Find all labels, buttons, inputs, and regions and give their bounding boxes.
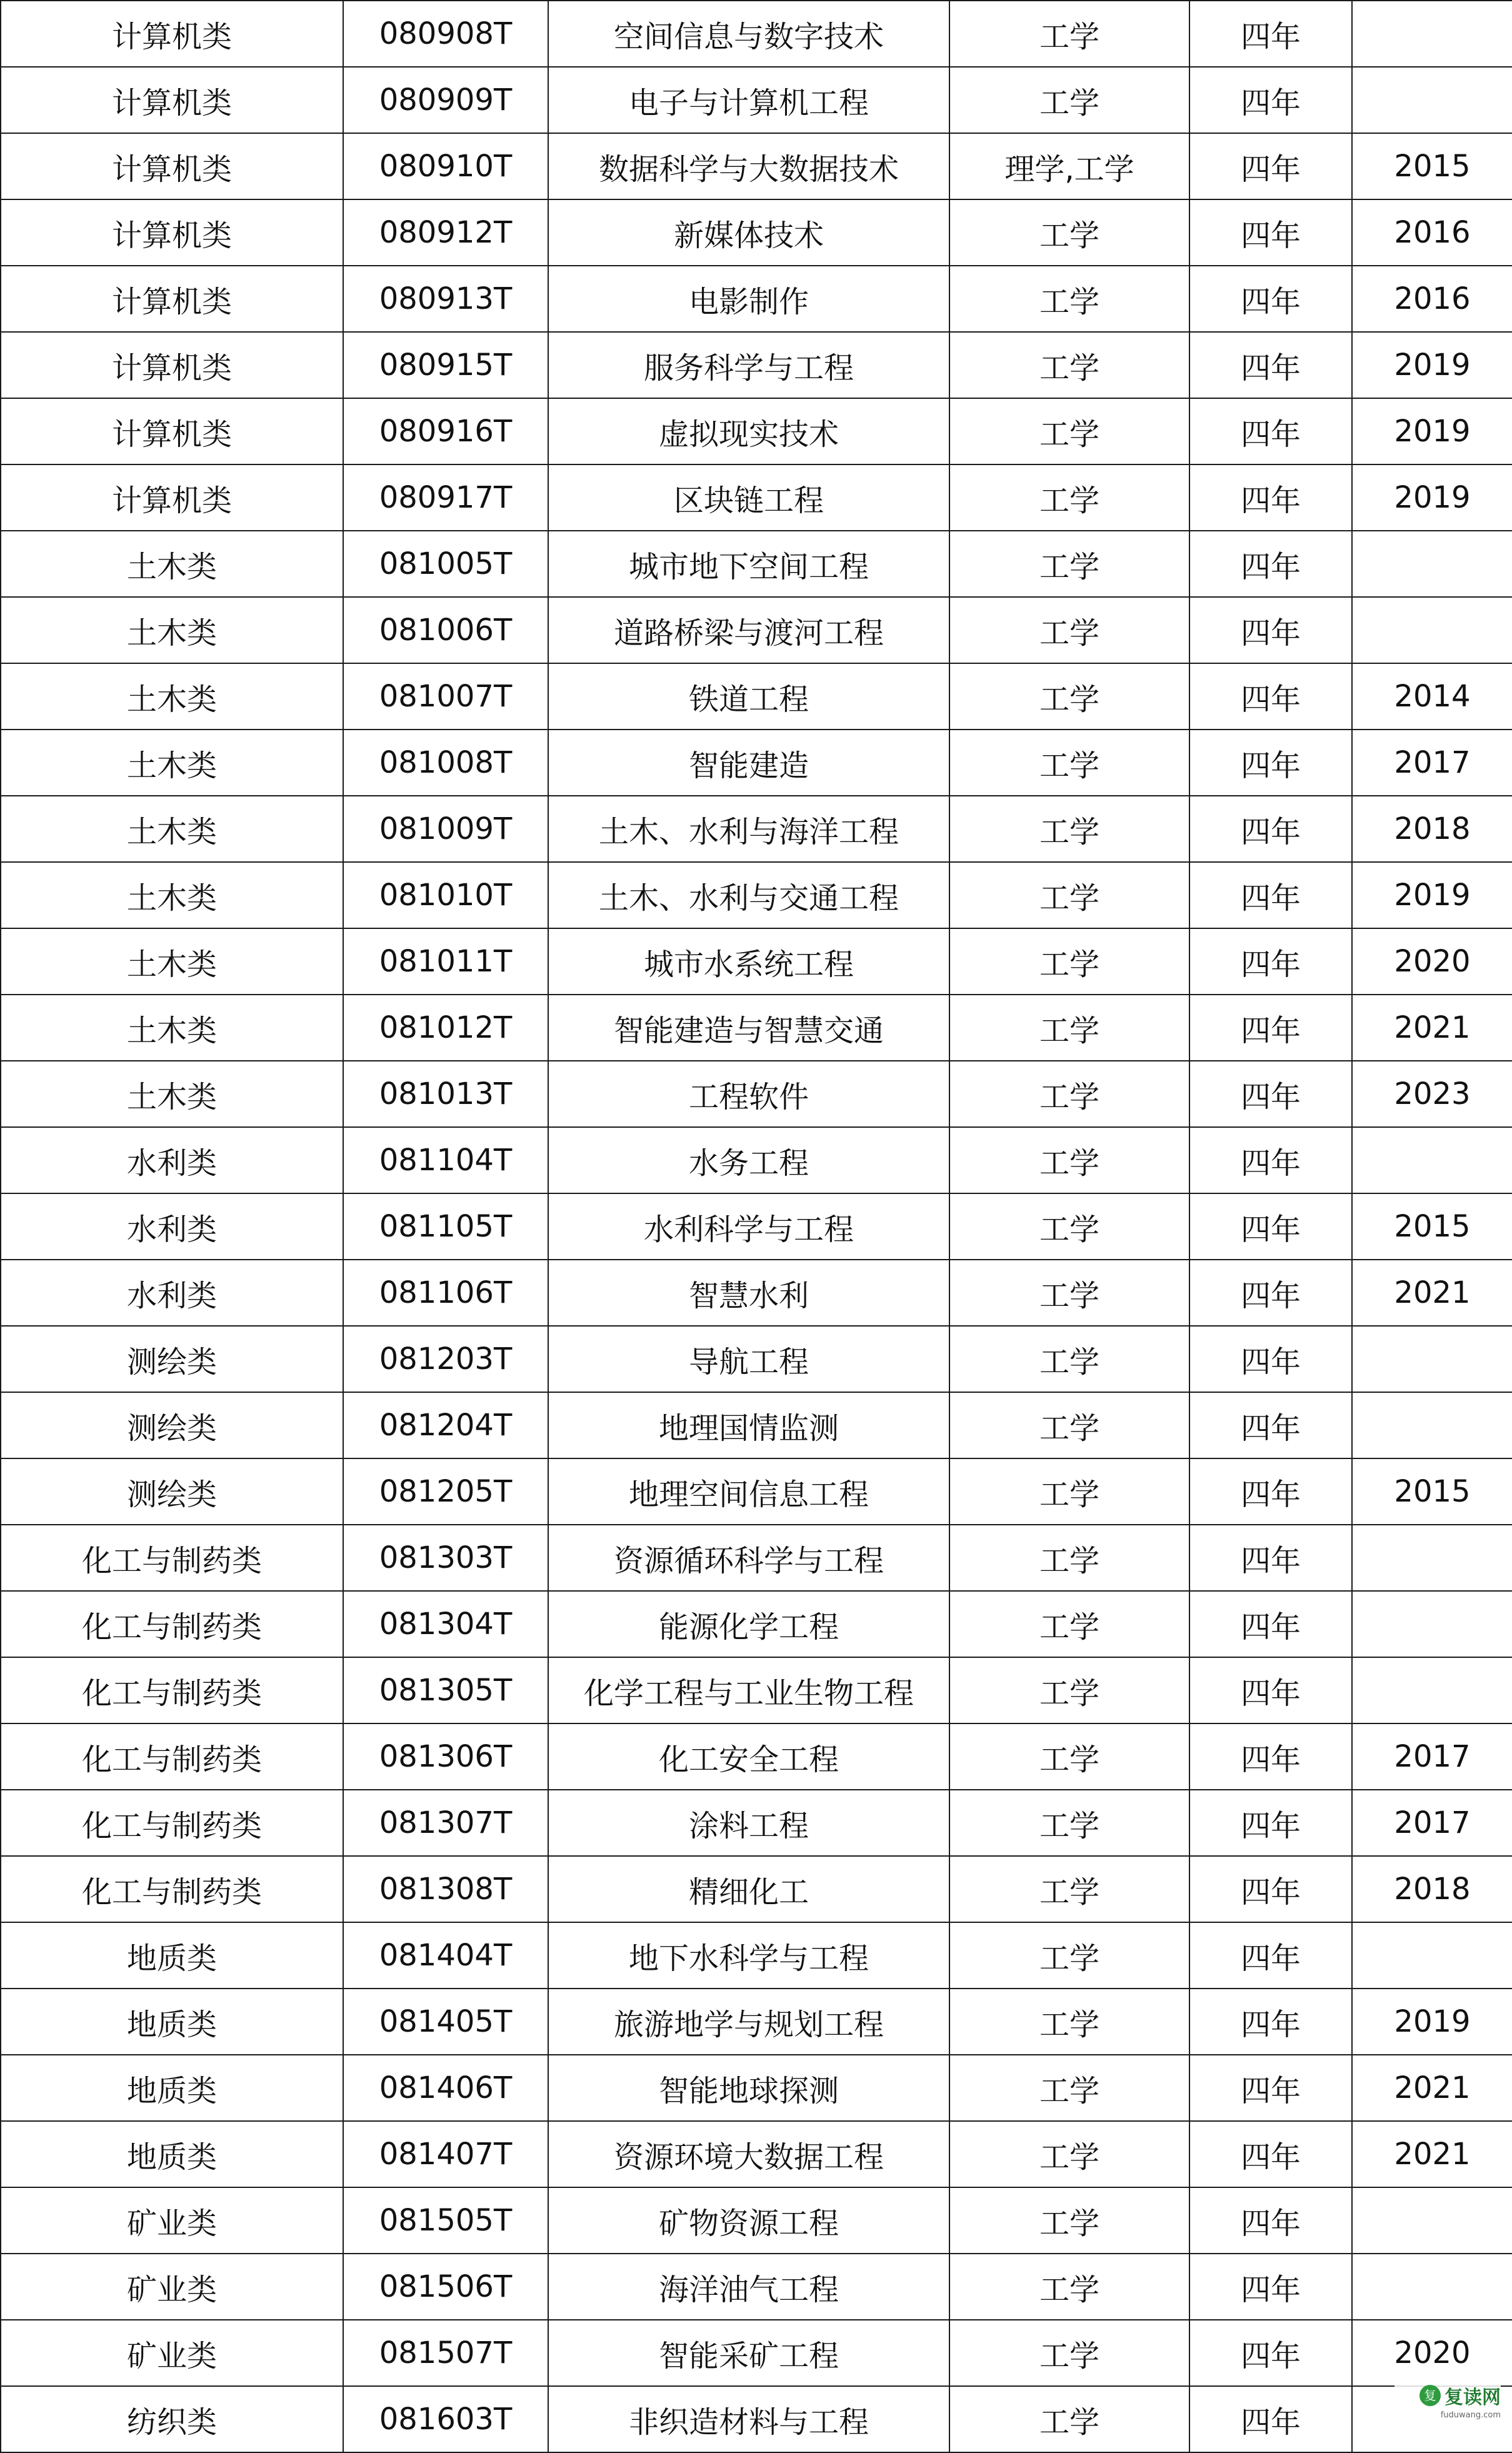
duration-cell: 四年 xyxy=(1189,1657,1352,1723)
table-row xyxy=(1,2386,1512,2452)
degree-cell: 工学 xyxy=(949,2187,1189,2254)
major-name-cell: 空间信息与数字技术 xyxy=(548,1,949,67)
code-cell: 081104T xyxy=(343,1127,548,1193)
category-cell: 水利类 xyxy=(1,1260,343,1326)
major-name-cell: 海洋油气工程 xyxy=(548,2254,949,2320)
category-cell: 化工与制药类 xyxy=(1,1525,343,1591)
code-cell: 080913T xyxy=(343,266,548,332)
category-cell: 计算机类 xyxy=(1,266,343,332)
major-name-cell: 智能采矿工程 xyxy=(548,2320,949,2386)
category-cell: 测绘类 xyxy=(1,1326,343,1392)
degree-cell: 工学 xyxy=(949,67,1189,133)
code-cell: 081603T xyxy=(343,2386,548,2452)
duration-cell: 四年 xyxy=(1189,1723,1352,1790)
duration-cell: 四年 xyxy=(1189,2254,1352,2320)
category-cell: 地质类 xyxy=(1,1989,343,2055)
duration-cell: 四年 xyxy=(1189,862,1352,928)
duration-cell: 四年 xyxy=(1189,1458,1352,1525)
category-cell: 土木类 xyxy=(1,796,343,862)
category-cell: 计算机类 xyxy=(1,332,343,398)
duration-cell: 四年 xyxy=(1189,1790,1352,1856)
degree-cell: 工学 xyxy=(949,1989,1189,2055)
degree-cell: 工学 xyxy=(949,199,1189,266)
code-cell: 080917T xyxy=(343,464,548,531)
major-name-cell: 化工安全工程 xyxy=(548,1723,949,1790)
table-row xyxy=(1,1723,1512,1790)
degree-cell: 工学 xyxy=(949,1657,1189,1723)
duration-cell: 四年 xyxy=(1189,1,1352,67)
major-name-cell: 水利科学与工程 xyxy=(548,1193,949,1260)
table-row xyxy=(1,332,1512,398)
category-cell: 土木类 xyxy=(1,995,343,1061)
duration-cell: 四年 xyxy=(1189,1525,1352,1591)
category-cell: 计算机类 xyxy=(1,1,343,67)
degree-cell: 工学 xyxy=(949,531,1189,597)
year-cell xyxy=(1352,67,1512,133)
category-cell: 土木类 xyxy=(1,597,343,663)
category-cell: 土木类 xyxy=(1,1061,343,1127)
table-row xyxy=(1,2055,1512,2121)
year-cell xyxy=(1352,1591,1512,1657)
major-name-cell: 铁道工程 xyxy=(548,663,949,730)
major-name-cell: 智能建造与智慧交通 xyxy=(548,995,949,1061)
table-row xyxy=(1,1525,1512,1591)
duration-cell: 四年 xyxy=(1189,199,1352,266)
code-cell: 081505T xyxy=(343,2187,548,2254)
code-cell: 081306T xyxy=(343,1723,548,1790)
major-name-cell: 道路桥梁与渡河工程 xyxy=(548,597,949,663)
major-name-cell: 工程软件 xyxy=(548,1061,949,1127)
site-watermark xyxy=(1394,2378,1501,2423)
code-cell: 081013T xyxy=(343,1061,548,1127)
degree-cell: 工学 xyxy=(949,928,1189,995)
year-cell: 2019 xyxy=(1352,1989,1512,2055)
table-row xyxy=(1,2254,1512,2320)
category-cell: 计算机类 xyxy=(1,464,343,531)
code-cell: 081012T xyxy=(343,995,548,1061)
major-name-cell: 智能建造 xyxy=(548,730,949,796)
degree-cell: 工学 xyxy=(949,2254,1189,2320)
category-cell: 化工与制药类 xyxy=(1,1790,343,1856)
duration-cell: 四年 xyxy=(1189,663,1352,730)
watermark-brand xyxy=(1419,2382,1501,2409)
degree-cell: 工学 xyxy=(949,1260,1189,1326)
category-cell: 地质类 xyxy=(1,2055,343,2121)
major-name-cell: 导航工程 xyxy=(548,1326,949,1392)
table-row xyxy=(1,995,1512,1061)
major-name-cell: 数据科学与大数据技术 xyxy=(548,133,949,199)
year-cell xyxy=(1352,1525,1512,1591)
year-cell: 2021 xyxy=(1352,2121,1512,2187)
year-cell: 2021 xyxy=(1352,1260,1512,1326)
year-cell: 2019 xyxy=(1352,332,1512,398)
category-cell: 化工与制药类 xyxy=(1,1856,343,1922)
table-row xyxy=(1,1260,1512,1326)
code-cell: 080910T xyxy=(343,133,548,199)
code-cell: 081010T xyxy=(343,862,548,928)
major-name-cell: 地理空间信息工程 xyxy=(548,1458,949,1525)
duration-cell: 四年 xyxy=(1189,928,1352,995)
degree-cell: 工学 xyxy=(949,663,1189,730)
degree-cell: 工学 xyxy=(949,464,1189,531)
degree-cell: 工学 xyxy=(949,995,1189,1061)
code-cell: 081404T xyxy=(343,1922,548,1989)
table-row xyxy=(1,1127,1512,1193)
watermark-url: fuduwang.com xyxy=(1440,2410,1501,2420)
year-cell xyxy=(1352,1392,1512,1458)
year-cell: 2021 xyxy=(1352,2055,1512,2121)
duration-cell: 四年 xyxy=(1189,1856,1352,1922)
code-cell: 081204T xyxy=(343,1392,548,1458)
degree-cell: 工学 xyxy=(949,1392,1189,1458)
major-name-cell: 电子与计算机工程 xyxy=(548,67,949,133)
category-cell: 水利类 xyxy=(1,1127,343,1193)
table-body xyxy=(1,1,1512,2452)
table-row xyxy=(1,2320,1512,2386)
duration-cell: 四年 xyxy=(1189,796,1352,862)
major-name-cell: 涂料工程 xyxy=(548,1790,949,1856)
code-cell: 081305T xyxy=(343,1657,548,1723)
table-row xyxy=(1,67,1512,133)
table-row xyxy=(1,862,1512,928)
degree-cell: 工学 xyxy=(949,332,1189,398)
year-cell: 2016 xyxy=(1352,266,1512,332)
major-name-cell: 非织造材料与工程 xyxy=(548,2386,949,2452)
table-row xyxy=(1,464,1512,531)
duration-cell: 四年 xyxy=(1189,2320,1352,2386)
table-row xyxy=(1,1657,1512,1723)
category-cell: 矿业类 xyxy=(1,2187,343,2254)
duration-cell: 四年 xyxy=(1189,1326,1352,1392)
major-name-cell: 地下水科学与工程 xyxy=(548,1922,949,1989)
table-row xyxy=(1,1591,1512,1657)
category-cell: 土木类 xyxy=(1,531,343,597)
year-cell xyxy=(1352,1326,1512,1392)
duration-cell: 四年 xyxy=(1189,597,1352,663)
category-cell: 水利类 xyxy=(1,1193,343,1260)
year-cell: 2018 xyxy=(1352,1856,1512,1922)
degree-cell: 工学 xyxy=(949,1061,1189,1127)
duration-cell: 四年 xyxy=(1189,1922,1352,1989)
year-cell: 2019 xyxy=(1352,464,1512,531)
table-row xyxy=(1,1922,1512,1989)
duration-cell: 四年 xyxy=(1189,2386,1352,2452)
degree-cell: 工学 xyxy=(949,1922,1189,1989)
major-name-cell: 水务工程 xyxy=(548,1127,949,1193)
duration-cell: 四年 xyxy=(1189,464,1352,531)
duration-cell: 四年 xyxy=(1189,1591,1352,1657)
table-row xyxy=(1,1,1512,67)
table-row xyxy=(1,133,1512,199)
code-cell: 080909T xyxy=(343,67,548,133)
duration-cell: 四年 xyxy=(1189,332,1352,398)
year-cell: 2015 xyxy=(1352,1193,1512,1260)
table-row xyxy=(1,2187,1512,2254)
degree-cell: 工学 xyxy=(949,2121,1189,2187)
major-name-cell: 旅游地学与规划工程 xyxy=(548,1989,949,2055)
year-cell xyxy=(1352,1,1512,67)
category-cell: 矿业类 xyxy=(1,2254,343,2320)
table-row xyxy=(1,597,1512,663)
degree-cell: 工学 xyxy=(949,1525,1189,1591)
code-cell: 080916T xyxy=(343,398,548,464)
degree-cell: 工学 xyxy=(949,266,1189,332)
year-cell xyxy=(1352,2254,1512,2320)
table-row xyxy=(1,199,1512,266)
year-cell: 2017 xyxy=(1352,1790,1512,1856)
degree-cell: 工学 xyxy=(949,1193,1189,1260)
major-name-cell: 能源化学工程 xyxy=(548,1591,949,1657)
code-cell: 080912T xyxy=(343,199,548,266)
duration-cell: 四年 xyxy=(1189,730,1352,796)
category-cell: 地质类 xyxy=(1,2121,343,2187)
major-name-cell: 城市水系统工程 xyxy=(548,928,949,995)
watermark-text: 复读网 xyxy=(1444,2386,1501,2409)
duration-cell: 四年 xyxy=(1189,1127,1352,1193)
table-row xyxy=(1,1392,1512,1458)
year-cell: 2020 xyxy=(1352,928,1512,995)
table-row xyxy=(1,730,1512,796)
category-cell: 土木类 xyxy=(1,862,343,928)
major-name-cell: 虚拟现实技术 xyxy=(548,398,949,464)
category-cell: 土木类 xyxy=(1,730,343,796)
table-row xyxy=(1,2121,1512,2187)
year-cell xyxy=(1352,1127,1512,1193)
year-cell: 2015 xyxy=(1352,1458,1512,1525)
table-row xyxy=(1,1989,1512,2055)
table-row xyxy=(1,796,1512,862)
year-cell xyxy=(1352,531,1512,597)
year-cell xyxy=(1352,2187,1512,2254)
major-name-cell: 精细化工 xyxy=(548,1856,949,1922)
year-cell: 2019 xyxy=(1352,398,1512,464)
category-cell: 计算机类 xyxy=(1,398,343,464)
code-cell: 081007T xyxy=(343,663,548,730)
code-cell: 081105T xyxy=(343,1193,548,1260)
duration-cell: 四年 xyxy=(1189,398,1352,464)
degree-cell: 工学 xyxy=(949,1723,1189,1790)
degree-cell: 工学 xyxy=(949,730,1189,796)
major-name-cell: 矿物资源工程 xyxy=(548,2187,949,2254)
year-cell: 2023 xyxy=(1352,1061,1512,1127)
code-cell: 081009T xyxy=(343,796,548,862)
duration-cell: 四年 xyxy=(1189,2055,1352,2121)
code-cell: 081307T xyxy=(343,1790,548,1856)
degree-cell: 工学 xyxy=(949,2386,1189,2452)
degree-cell: 工学 xyxy=(949,1790,1189,1856)
table-row xyxy=(1,1061,1512,1127)
year-cell: 2019 xyxy=(1352,862,1512,928)
duration-cell: 四年 xyxy=(1189,1989,1352,2055)
major-name-cell: 土木、水利与海洋工程 xyxy=(548,796,949,862)
watermark-logo-icon: 复 xyxy=(1419,2385,1441,2406)
code-cell: 081506T xyxy=(343,2254,548,2320)
category-cell: 计算机类 xyxy=(1,199,343,266)
degree-cell: 工学 xyxy=(949,796,1189,862)
duration-cell: 四年 xyxy=(1189,995,1352,1061)
year-cell: 2018 xyxy=(1352,796,1512,862)
code-cell: 081005T xyxy=(343,531,548,597)
degree-cell: 工学 xyxy=(949,1127,1189,1193)
code-cell: 081303T xyxy=(343,1525,548,1591)
table-row xyxy=(1,663,1512,730)
code-cell: 081407T xyxy=(343,2121,548,2187)
table-row xyxy=(1,1326,1512,1392)
category-cell: 土木类 xyxy=(1,928,343,995)
degree-cell: 理学,工学 xyxy=(949,133,1189,199)
code-cell: 081205T xyxy=(343,1458,548,1525)
duration-cell: 四年 xyxy=(1189,1260,1352,1326)
major-name-cell: 资源循环科学与工程 xyxy=(548,1525,949,1591)
code-cell: 080908T xyxy=(343,1,548,67)
duration-cell: 四年 xyxy=(1189,133,1352,199)
major-name-cell: 新媒体技术 xyxy=(548,199,949,266)
degree-cell: 工学 xyxy=(949,2055,1189,2121)
table-row xyxy=(1,398,1512,464)
year-cell: 2017 xyxy=(1352,730,1512,796)
table-row xyxy=(1,928,1512,995)
year-cell: 2020 xyxy=(1352,2320,1512,2386)
major-name-cell: 土木、水利与交通工程 xyxy=(548,862,949,928)
table-row xyxy=(1,1856,1512,1922)
code-cell: 081308T xyxy=(343,1856,548,1922)
duration-cell: 四年 xyxy=(1189,2187,1352,2254)
table-row xyxy=(1,1193,1512,1260)
degree-cell: 工学 xyxy=(949,2320,1189,2386)
table-row xyxy=(1,1790,1512,1856)
category-cell: 测绘类 xyxy=(1,1392,343,1458)
degree-cell: 工学 xyxy=(949,862,1189,928)
table-row xyxy=(1,266,1512,332)
duration-cell: 四年 xyxy=(1189,1061,1352,1127)
major-name-cell: 城市地下空间工程 xyxy=(548,531,949,597)
category-cell: 地质类 xyxy=(1,1922,343,1989)
year-cell: 2021 xyxy=(1352,995,1512,1061)
duration-cell: 四年 xyxy=(1189,531,1352,597)
code-cell: 081203T xyxy=(343,1326,548,1392)
category-cell: 计算机类 xyxy=(1,133,343,199)
major-name-cell: 服务科学与工程 xyxy=(548,332,949,398)
degree-cell: 工学 xyxy=(949,1,1189,67)
category-cell: 化工与制药类 xyxy=(1,1657,343,1723)
code-cell: 081405T xyxy=(343,1989,548,2055)
duration-cell: 四年 xyxy=(1189,266,1352,332)
category-cell: 测绘类 xyxy=(1,1458,343,1525)
degree-cell: 工学 xyxy=(949,398,1189,464)
year-cell: 2016 xyxy=(1352,199,1512,266)
category-cell: 化工与制药类 xyxy=(1,1723,343,1790)
duration-cell: 四年 xyxy=(1189,67,1352,133)
table-row xyxy=(1,531,1512,597)
major-name-cell: 智能地球探测 xyxy=(548,2055,949,2121)
code-cell: 081106T xyxy=(343,1260,548,1326)
year-cell: 2017 xyxy=(1352,1723,1512,1790)
year-cell xyxy=(1352,597,1512,663)
degree-cell: 工学 xyxy=(949,597,1189,663)
major-name-cell: 地理国情监测 xyxy=(548,1392,949,1458)
category-cell: 纺织类 xyxy=(1,2386,343,2452)
major-name-cell: 电影制作 xyxy=(548,266,949,332)
major-name-cell: 资源环境大数据工程 xyxy=(548,2121,949,2187)
category-cell: 化工与制药类 xyxy=(1,1591,343,1657)
degree-cell: 工学 xyxy=(949,1326,1189,1392)
code-cell: 081006T xyxy=(343,597,548,663)
major-name-cell: 智慧水利 xyxy=(548,1260,949,1326)
major-name-cell: 区块链工程 xyxy=(548,464,949,531)
table-row xyxy=(1,1458,1512,1525)
category-cell: 矿业类 xyxy=(1,2320,343,2386)
category-cell: 计算机类 xyxy=(1,67,343,133)
code-cell: 081304T xyxy=(343,1591,548,1657)
code-cell: 081406T xyxy=(343,2055,548,2121)
degree-cell: 工学 xyxy=(949,1591,1189,1657)
duration-cell: 四年 xyxy=(1189,2121,1352,2187)
major-name-cell: 化学工程与工业生物工程 xyxy=(548,1657,949,1723)
duration-cell: 四年 xyxy=(1189,1193,1352,1260)
year-cell xyxy=(1352,1922,1512,1989)
degree-cell: 工学 xyxy=(949,1458,1189,1525)
code-cell: 080915T xyxy=(343,332,548,398)
code-cell: 081507T xyxy=(343,2320,548,2386)
code-cell: 081008T xyxy=(343,730,548,796)
code-cell: 081011T xyxy=(343,928,548,995)
degree-cell: 工学 xyxy=(949,1856,1189,1922)
year-cell xyxy=(1352,1657,1512,1723)
duration-cell: 四年 xyxy=(1189,1392,1352,1458)
year-cell: 2014 xyxy=(1352,663,1512,730)
year-cell: 2015 xyxy=(1352,133,1512,199)
category-cell: 土木类 xyxy=(1,663,343,730)
